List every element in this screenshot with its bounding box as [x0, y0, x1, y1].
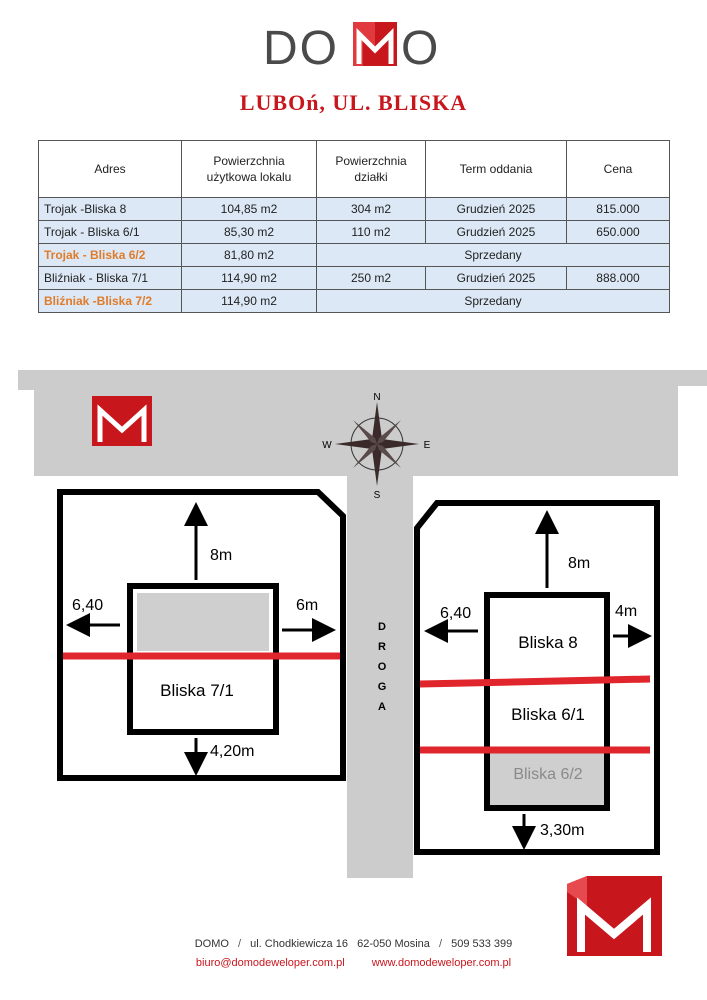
offer-table — [38, 140, 670, 313]
table-row — [39, 290, 670, 313]
house-label-7-1: Bliska 7/1 — [160, 681, 234, 700]
cell-pow-uzytkowa: 114,90 m2 — [182, 267, 317, 290]
dim-right-bottom: 3,30m — [540, 822, 585, 839]
footer-city: 62-050 Mosina — [357, 938, 430, 950]
dim-right-right: 4m — [615, 603, 638, 620]
cell-cena: 815.000 — [567, 198, 670, 221]
dim-right-top: 8m — [568, 555, 591, 572]
dim-left-top: 8m — [210, 547, 233, 564]
house-bliska-7-2-sold — [137, 593, 269, 651]
cell-cena: 888.000 — [567, 267, 670, 290]
svg-text:R: R — [378, 641, 386, 653]
header-line: użytkowa lokalu — [206, 170, 292, 184]
house-label-6-2: Bliska 6/2 — [513, 766, 583, 783]
col-header-pow-dzialki — [317, 141, 426, 198]
road-vertical — [347, 476, 413, 878]
header-line: Powierzchnia — [335, 154, 407, 168]
cell-pow-dzialki: 250 m2 — [317, 267, 426, 290]
cell-status-sold: Sprzedany — [317, 244, 670, 267]
col-header-adres: Adres — [39, 141, 182, 198]
cell-cena: 650.000 — [567, 221, 670, 244]
svg-text:O: O — [377, 661, 387, 673]
header-line: Powierzchnia — [213, 154, 285, 168]
footer-website-link[interactable]: www.domodeweloper.com.pl — [371, 957, 512, 969]
footer-links — [0, 957, 707, 969]
cell-termin: Grudzień 2025 — [426, 221, 567, 244]
footer-address: ul. Chodkiewicza 16 — [250, 938, 348, 950]
cell-adres: Bliźniak -Bliska 7/2 — [39, 290, 182, 313]
cell-pow-uzytkowa: 81,80 m2 — [182, 244, 317, 267]
svg-text:G: G — [377, 681, 387, 693]
dim-left-left: 6,40 — [72, 597, 104, 614]
cell-pow-uzytkowa: 85,30 m2 — [182, 221, 317, 244]
cell-pow-dzialki: 304 m2 — [317, 198, 426, 221]
compass-n: N — [373, 392, 381, 403]
header-line: działki — [354, 170, 388, 184]
table-row — [39, 198, 670, 221]
site-plan — [0, 368, 707, 878]
footer-email-link[interactable]: biuro@domodeweloper.com.pl — [195, 957, 345, 969]
col-header-cena: Cena — [567, 141, 670, 198]
cell-adres: Trojak - Bliska 6/1 — [39, 221, 182, 244]
dim-right-left: 6,40 — [440, 605, 472, 622]
svg-text:A: A — [378, 701, 386, 713]
cell-adres: Bliźniak - Bliska 7/1 — [39, 267, 182, 290]
col-header-termin: Term oddania — [426, 141, 567, 198]
compass-w: W — [322, 440, 332, 451]
compass-e: E — [423, 440, 431, 451]
house-label-8: Bliska 8 — [518, 633, 578, 652]
table-row — [39, 221, 670, 244]
svg-text:O: O — [401, 22, 439, 70]
footer-contact: DOMO / ul. Chodkiewicza 16 62-050 Mosina / 509 533 399 — [194, 938, 513, 950]
svg-text:D: D — [378, 621, 386, 633]
cell-adres: Trojak -Bliska 8 — [39, 198, 182, 221]
house-label-6-1: Bliska 6/1 — [511, 705, 585, 724]
dim-left-right: 6m — [296, 597, 319, 614]
footer-phone: 509 533 399 — [451, 938, 513, 950]
cell-pow-dzialki: 110 m2 — [317, 221, 426, 244]
domo-mark-icon — [92, 396, 152, 446]
cell-termin: Grudzień 2025 — [426, 267, 567, 290]
cell-termin: Grudzień 2025 — [426, 198, 567, 221]
col-header-pow-uzytkowa — [182, 141, 317, 198]
footer-company: DOMO — [194, 938, 229, 950]
table-header-row — [39, 141, 670, 198]
dim-left-bottom: 4,20m — [210, 743, 255, 760]
domo-logo — [263, 18, 443, 70]
cell-pow-uzytkowa: 104,85 m2 — [182, 198, 317, 221]
boundary-line-red — [420, 679, 650, 684]
cell-adres: Trojak - Bliska 6/2 — [39, 244, 182, 267]
table-row — [39, 267, 670, 290]
cell-status-sold: Sprzedany — [317, 290, 670, 313]
table-row — [39, 244, 670, 267]
svg-text:DO: DO — [263, 22, 339, 70]
cell-pow-uzytkowa: 114,90 m2 — [182, 290, 317, 313]
compass-s: S — [373, 490, 381, 501]
page-title: LUBOń, UL. BLISKA — [239, 90, 468, 115]
